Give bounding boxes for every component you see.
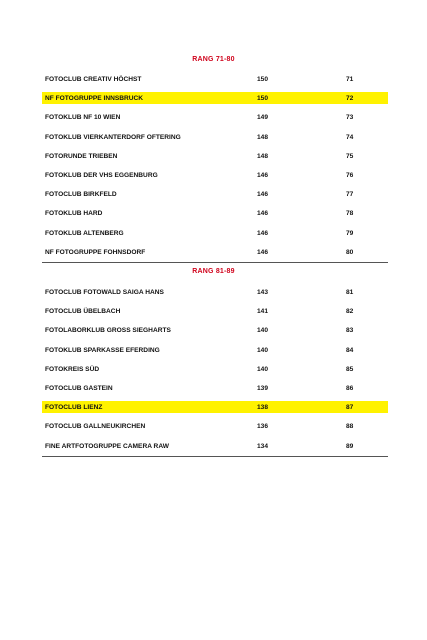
- rank: 80: [346, 248, 354, 256]
- score: 140: [257, 365, 269, 373]
- table-divider: [42, 262, 388, 263]
- club-name: FOTOCLUB GASTEIN: [45, 384, 113, 392]
- club-name: FOTOKLUB SPARKASSE EFERDING: [45, 346, 160, 354]
- rank: 74: [346, 133, 354, 141]
- score: 138: [257, 404, 269, 412]
- rank: 72: [346, 95, 354, 103]
- rank: 86: [346, 384, 354, 392]
- table-row: [42, 283, 388, 302]
- rank: 87: [346, 404, 354, 412]
- table-row: [42, 185, 388, 204]
- club-name: FOTOKREIS SÜD: [45, 365, 100, 373]
- score: 136: [257, 423, 269, 431]
- score: 149: [257, 114, 269, 122]
- rank: 76: [346, 171, 354, 179]
- table-row: [42, 147, 388, 166]
- table-row: [42, 70, 388, 89]
- table-row: [42, 379, 388, 398]
- club-name: FOTOCLUB BIRKFELD: [45, 191, 117, 199]
- table-row: [42, 302, 388, 321]
- club-name: FOTOCLUB CREATIV HÖCHST: [45, 76, 142, 83]
- table-row: [42, 204, 388, 223]
- rank: 82: [346, 308, 354, 316]
- score: 148: [257, 152, 269, 160]
- club-name: FOTOCLUB ÜBELBACH: [45, 308, 121, 316]
- club-name: FOTOKLUB ALTENBERG: [45, 229, 124, 237]
- score: 143: [257, 289, 269, 296]
- score: 140: [257, 327, 269, 335]
- score: 146: [257, 171, 269, 179]
- table-row: [42, 108, 388, 127]
- results-table-rang-81-89: [42, 283, 388, 456]
- club-name: NF FOTOGRUPPE FOHNSDORF: [45, 248, 146, 256]
- club-name: FOTOLABORKLUB GROSS SIEGHARTS: [45, 327, 171, 335]
- club-name: FOTOCLUB GALLNEUKIRCHEN: [45, 423, 146, 431]
- table-row: [42, 166, 388, 185]
- table-row: [42, 321, 388, 340]
- club-name: FOTOKLUB DER VHS EGGENBURG: [45, 171, 158, 179]
- table-row: [42, 243, 388, 262]
- section-heading-rang-81-89: RANG 81-89: [192, 268, 235, 275]
- rank: 79: [346, 229, 354, 237]
- club-name: NF FOTOGRUPPE INNSBRUCK: [45, 95, 144, 103]
- table-row: [42, 224, 388, 243]
- score: 134: [257, 442, 269, 450]
- table-row: [42, 360, 388, 379]
- rank: 81: [346, 289, 354, 296]
- rank: 89: [346, 442, 354, 450]
- club-name: FOTOCLUB LIENZ: [45, 404, 103, 412]
- rank: 85: [346, 365, 354, 373]
- club-name: FOTOKLUB VIERKANTERDORF OFTERING: [45, 133, 181, 141]
- score: 146: [257, 210, 269, 218]
- rank: 75: [346, 152, 354, 160]
- table-row: [42, 341, 388, 360]
- table-row: [42, 128, 388, 147]
- score: 148: [257, 133, 269, 141]
- rank: 83: [346, 327, 354, 335]
- club-name: FOTORUNDE TRIEBEN: [45, 152, 118, 160]
- score: 146: [257, 191, 269, 199]
- score: 146: [257, 229, 269, 237]
- club-name: FOTOKLUB NF 10 WIEN: [45, 114, 121, 122]
- score: 141: [257, 308, 269, 316]
- rank: 84: [346, 346, 354, 354]
- section-heading-rang-71-80: RANG 71-80: [192, 56, 235, 63]
- table-divider: [42, 456, 388, 457]
- rank: 71: [346, 76, 354, 83]
- table-row: [42, 89, 388, 108]
- rank: 73: [346, 114, 354, 122]
- rank: 88: [346, 423, 354, 431]
- club-name: FOTOCLUB FOTOWALD SAIGA HANS: [45, 289, 164, 296]
- club-name: FOTOKLUB HARD: [45, 210, 103, 218]
- club-name: FINE ARTFOTOGRUPPE CAMERA RAW: [45, 442, 169, 450]
- rank: 78: [346, 210, 354, 218]
- results-table-rang-71-80: [42, 70, 388, 262]
- score: 150: [257, 76, 269, 83]
- score: 140: [257, 346, 269, 354]
- table-row: [42, 437, 388, 456]
- score: 146: [257, 248, 269, 256]
- table-row: [42, 398, 388, 417]
- table-row: [42, 417, 388, 436]
- score: 139: [257, 384, 269, 392]
- score: 150: [257, 95, 269, 103]
- rank: 77: [346, 191, 354, 199]
